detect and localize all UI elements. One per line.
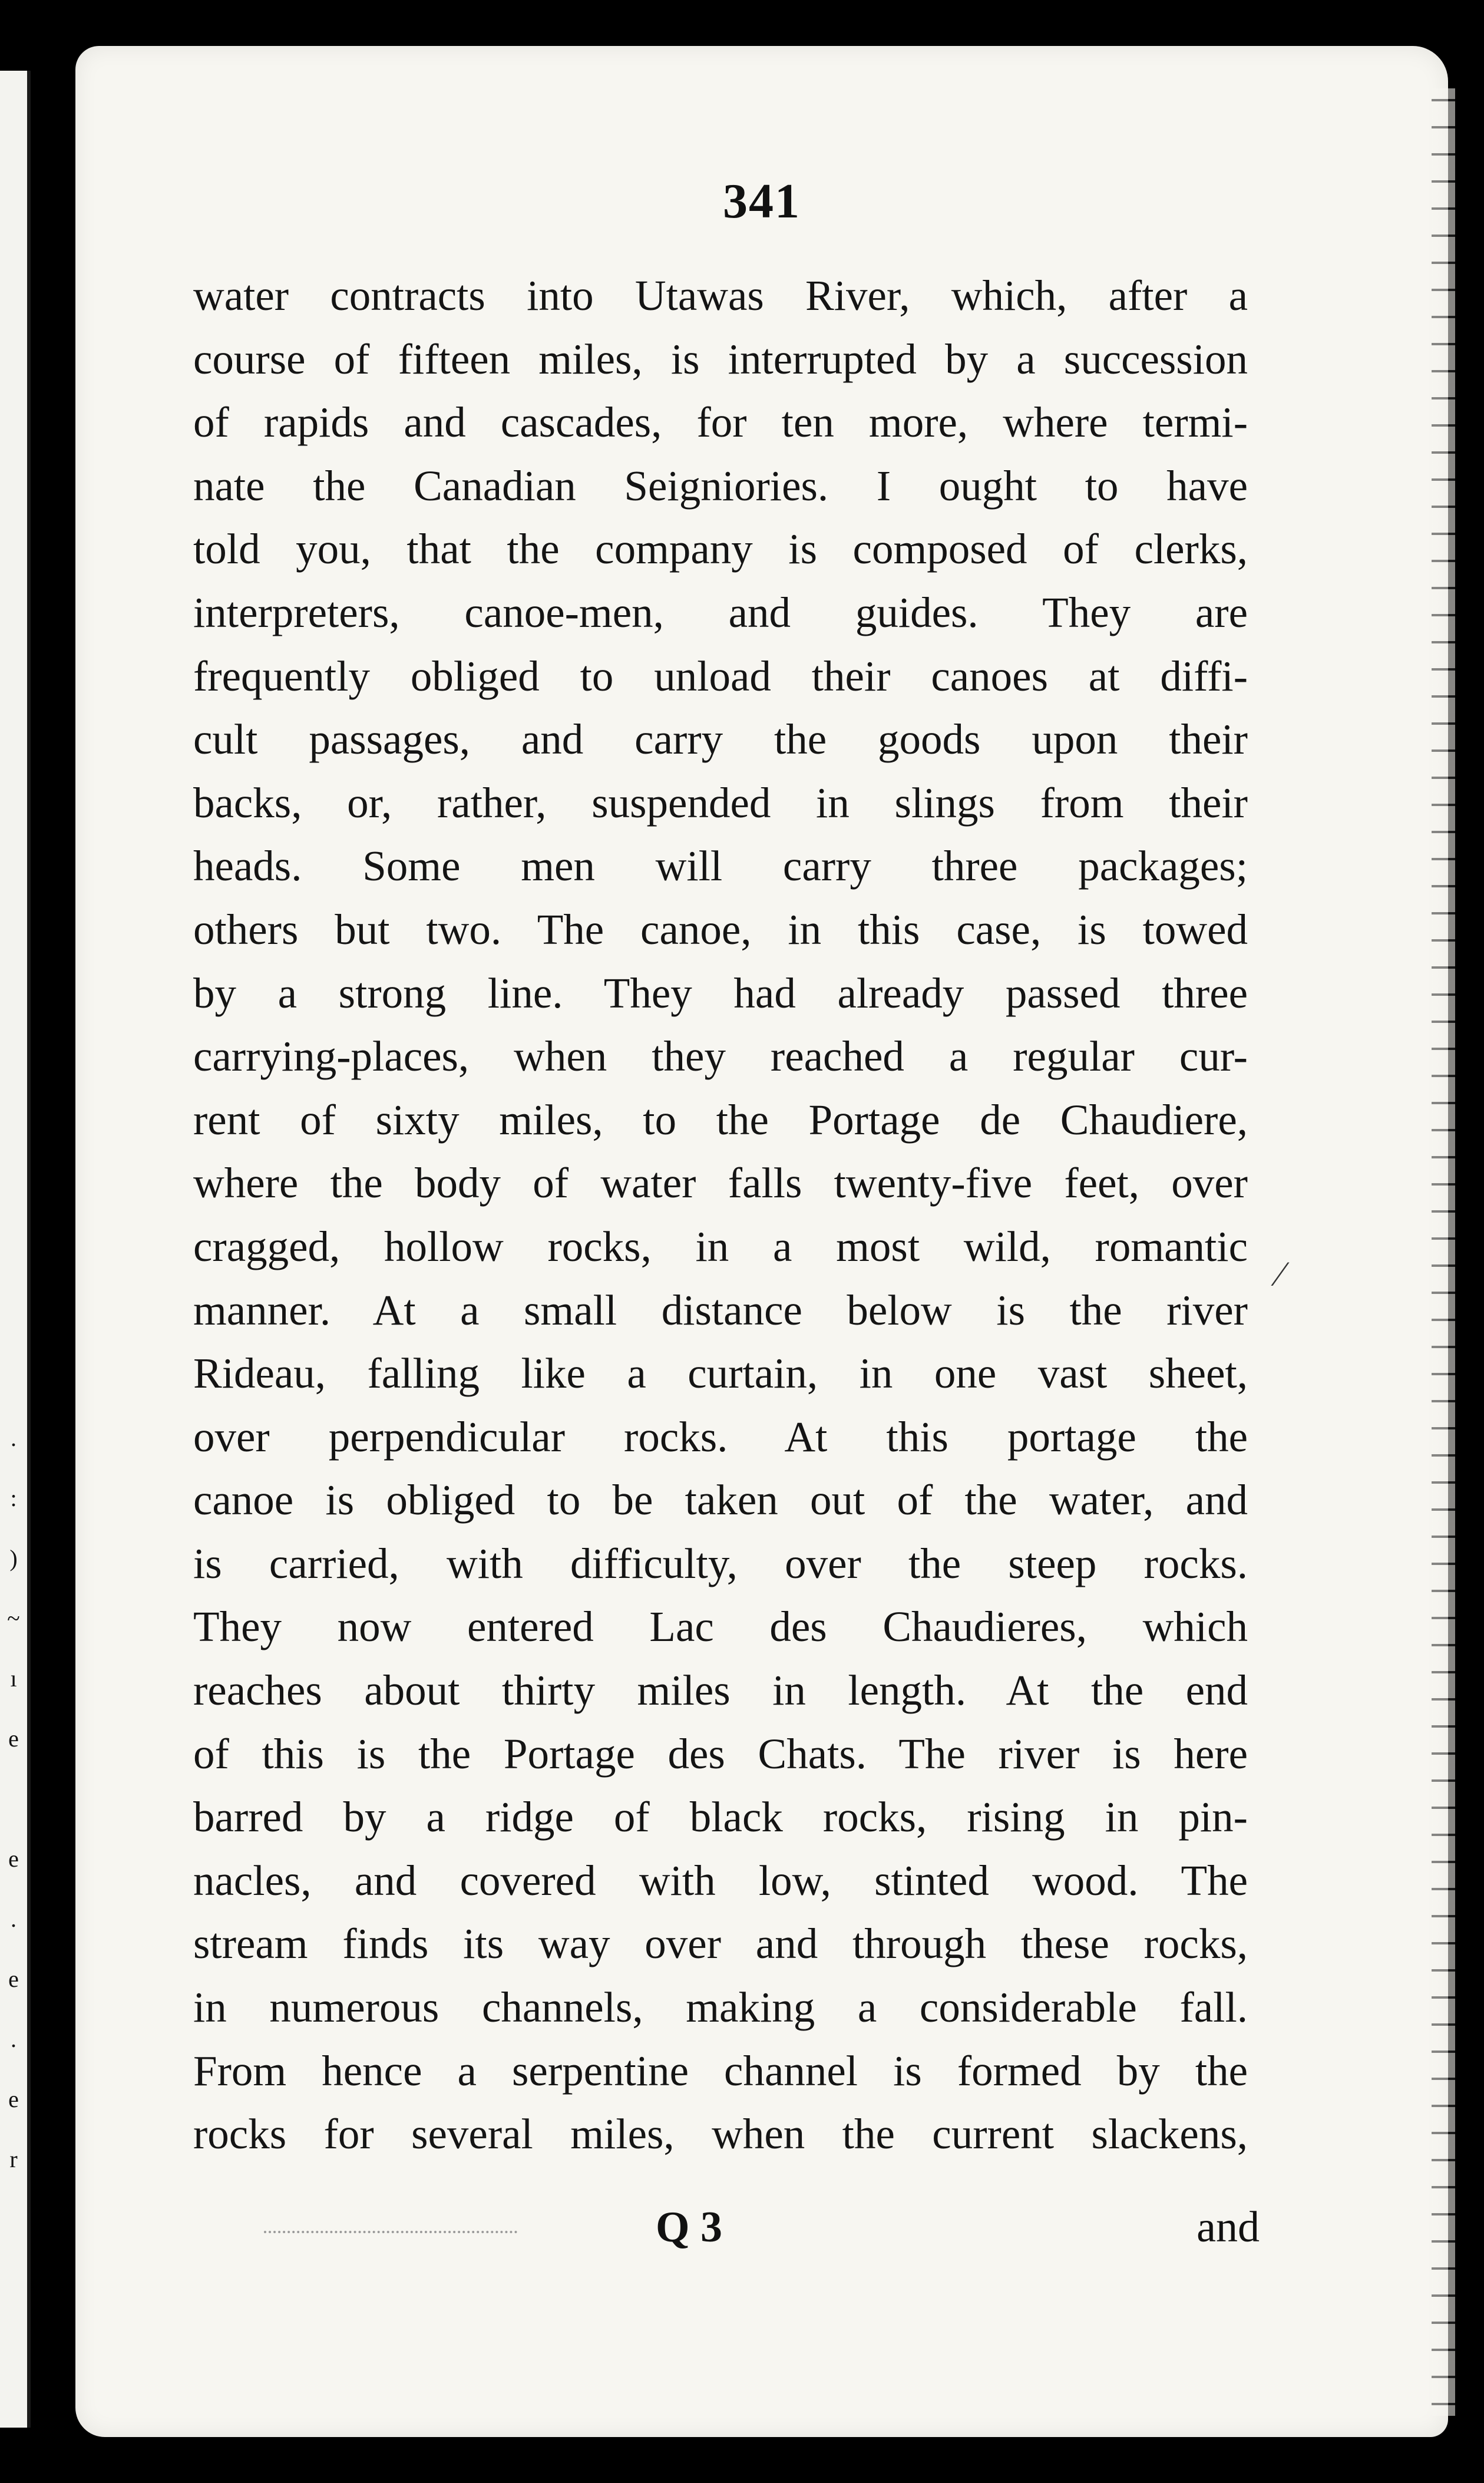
text-line: of rapids and cascades, for ten more, where termi- [193, 398, 1248, 447]
catchword: and [1197, 2203, 1260, 2251]
book-page [75, 46, 1448, 2437]
margin-tick-mark: ⁄ [1277, 1254, 1284, 1293]
text-line: others but two. The canoe, in this case, is towed [193, 905, 1248, 953]
text-line: water contracts into Utawas River, which, after a [193, 272, 1248, 319]
text-line: stream finds its way over and through these rocks, [193, 1920, 1248, 1968]
text-line: carrying-places, when they reached a regular cur- [193, 1032, 1248, 1081]
text-line: in numerous channels, making a considerable fall. [193, 1983, 1248, 2032]
text-line: cragged, hollow rocks, in a most wild, romantic [193, 1222, 1248, 1270]
text-line: is carried, with difficulty, over the steep rocks. [193, 1539, 1248, 1587]
text-line: cult passages, and carry the goods upon their [193, 715, 1248, 764]
text-line: nacles, and covered with low, stinted wood. The [193, 1856, 1248, 1904]
text-line: of this is the Portage des Chats. The river is here [193, 1729, 1248, 1778]
page-number: 341 [723, 174, 801, 229]
text-line: canoe is obliged to be taken out of the water, and [193, 1476, 1248, 1524]
text-line: told you, that the company is composed of clerks, [193, 525, 1248, 573]
text-line: nate the Canadian Seigniories. I ought to have [193, 461, 1248, 510]
text-line: where the body of water falls twenty-five feet, over [193, 1159, 1248, 1207]
text-line: course of fifteen miles, is interrupted by a succession [193, 335, 1248, 383]
facing-page-marks: . : ) ~ ı e e . e . e r [7, 1425, 20, 2172]
text-line: frequently obliged to unload their canoes at diffi- [193, 652, 1248, 700]
page-footer [193, 2203, 1260, 2267]
text-line: rent of sixty miles, to the Portage de Chaudiere, [193, 1095, 1248, 1144]
text-line: barred by a ridge of black rocks, rising in pin- [193, 1793, 1248, 1841]
text-line: They now entered Lac des Chaudieres, which [193, 1603, 1248, 1651]
text-line: From hence a serpentine channel is formed by the [193, 2046, 1248, 2095]
text-line: reaches about thirty miles in length. At the end [193, 1666, 1248, 1715]
page-edge-shadow [1432, 88, 1455, 2416]
text-line: by a strong line. They had already passed three [193, 969, 1248, 1017]
text-line: heads. Some men will carry three packages; [193, 842, 1248, 890]
text-line: over perpendicular rocks. At this portage the [193, 1412, 1248, 1461]
text-line: backs, or, rather, suspended in slings from their [193, 778, 1248, 827]
text-line: Rideau, falling like a curtain, in one vast sheet, [193, 1349, 1248, 1398]
body-text [193, 264, 1248, 2166]
text-line: rocks for several miles, when the current slackens, [193, 2110, 1248, 2158]
footer-rule [264, 2231, 517, 2233]
text-line: interpreters, canoe-men, and guides. They are [193, 588, 1248, 636]
signature-mark: Q 3 [656, 2203, 723, 2251]
facing-page-edge [0, 71, 31, 2428]
text-line: manner. At a small distance below is the river [193, 1286, 1248, 1334]
